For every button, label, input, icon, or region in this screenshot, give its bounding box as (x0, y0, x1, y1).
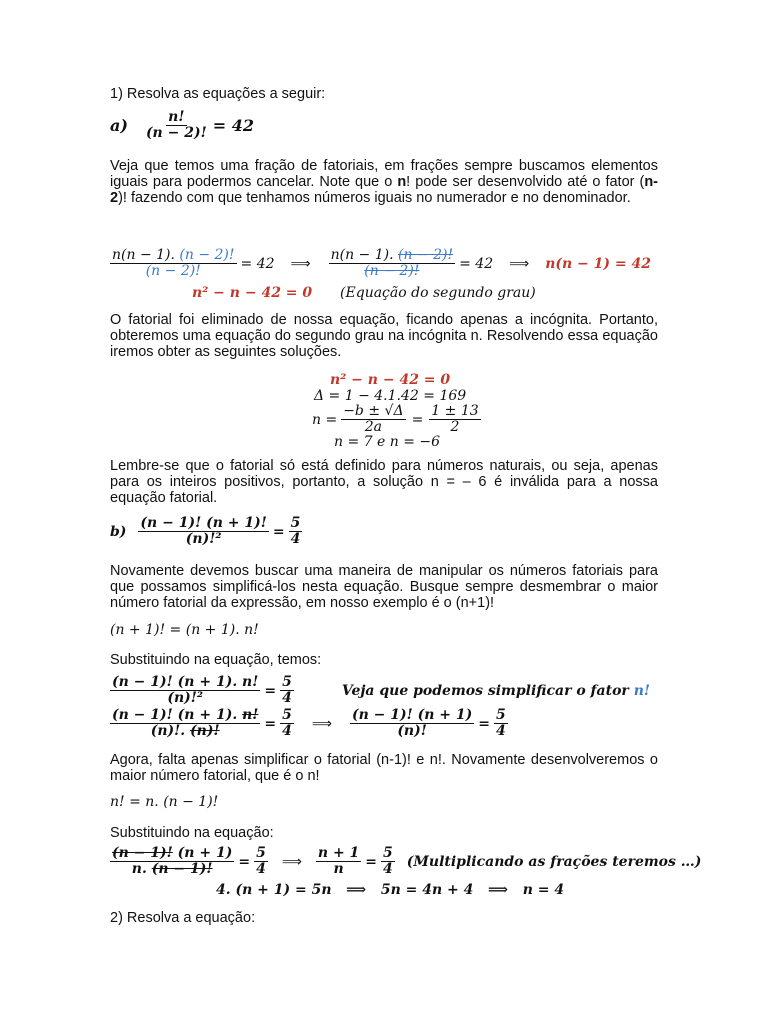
simplified-rhs-denominator: 4 (496, 723, 506, 739)
expansion-fraction-1 (110, 248, 237, 279)
substituted-rhs-numerator-2: 5 (282, 707, 292, 723)
reduced-fraction (316, 846, 361, 877)
expansion-fraction-1-numerator: n(n − 1). (n − 2)! (112, 247, 235, 263)
implies-arrow: ⟹ (509, 255, 530, 271)
expansion-fraction-1-denominator: (n − 2)! (145, 263, 201, 279)
simplified-equals: = (478, 715, 490, 732)
equation-a-denominator: (n − 2)! (145, 125, 207, 141)
simplified-numerator: (n − 1)! (n + 1) (351, 707, 473, 723)
solution-equation: n² − n − 42 = 0 (330, 372, 451, 388)
expansion-n-plus-1: (n + 1)! = (n + 1). n! (110, 622, 259, 638)
simplified-rhs-numerator: 5 (496, 707, 506, 723)
reduced-equals: = (365, 853, 378, 870)
equation-a-numerator: n! (168, 109, 185, 125)
substituted-equals-2: = (264, 715, 277, 732)
solution-delta: Δ = 1 − 4.1.42 = 169 (314, 388, 467, 404)
item-a-label: a) (110, 116, 128, 135)
equals-sign: = (411, 411, 424, 428)
paragraph-1: Veja que temos uma fração de fatoriais, em frações sempre buscamos elementos iguais para podermos cancelar. Note que o n! pode ser desenvolvido até o fator (n-2)! fazendo com que tenhamos números iguais no numerador e no denominador. (110, 158, 658, 206)
substituted-rhs-numerator-1: 5 (282, 674, 292, 690)
numeric-numerator: 1 ± 13 (431, 403, 479, 419)
substituted-equation-1 (110, 675, 650, 706)
expansion-rhs-1: = 42 (240, 255, 275, 272)
equation-a-rhs: = 42 (212, 116, 254, 135)
question-1-title: 1) Resolva as equações a seguir: (110, 86, 326, 102)
final-rhs-denominator: 4 (256, 861, 266, 877)
expansion-n-factorial: n! = n. (n − 1)! (110, 794, 219, 810)
expansion-rhs-2: = 42 (459, 255, 494, 272)
equation-b-rhs-numerator: 5 (290, 515, 301, 531)
final-fraction-equation (110, 846, 701, 877)
item-b-label: b) (110, 523, 127, 540)
expansion-equation (110, 248, 651, 279)
numeric-denominator: 2 (450, 419, 460, 435)
final-numerator: (n − 1)! (n + 1) (112, 845, 233, 861)
final-equals: = (238, 853, 251, 870)
expansion-fraction-2 (329, 248, 456, 279)
paragraph-3: Lembre-se que o fatorial só está definido para números naturais, ou seja, apenas para os inteiros positivos, portanto, a solução n = – 6 é inválida para a nossa equação fatorial. (110, 458, 658, 506)
paragraph-4: Novamente devemos buscar uma maneira de manipular os números fatoriais para que possamos simplificá-los nesta equação. Busque sempre desmembrar o maior número fatorial da expressão, em nosso exemplo é o (n+1)! (110, 563, 658, 611)
equation-b-equals: = (272, 523, 285, 540)
substituted-rhs-1 (280, 675, 294, 706)
substituted-equation-2 (110, 708, 508, 739)
solution-result: n = 7 e n = −6 (334, 434, 441, 450)
substitution-label-2: Substituindo na equação: (110, 825, 274, 841)
final-denominator: n. (n − 1)! (131, 861, 213, 877)
substituted-denominator-2: (n)!. (n)! (150, 723, 220, 739)
multiply-note: (Multiplicando as frações teremos …) (406, 853, 702, 870)
paragraph-5: Agora, falta apenas simplificar o fatorial (n-1)! e n!. Novamente desenvolveremos o maior número fatorial, que é o n! (110, 752, 658, 784)
implies-arrow: ⟹ (281, 853, 302, 869)
substituted-equals-1: = (264, 682, 277, 699)
reduced-denominator: n (333, 861, 344, 877)
substituted-numerator-1: (n − 1)! (n + 1). n! (112, 674, 259, 690)
substituted-denominator-1: (n)!² (167, 690, 204, 706)
simplified-denominator: (n)! (397, 723, 427, 739)
substituted-numerator-2: (n − 1)! (n + 1). n! (112, 707, 259, 723)
equation-a-fraction (144, 110, 209, 141)
substituted-rhs-denominator-1: 4 (282, 690, 292, 706)
substitution-label-1: Substituindo na equação, temos: (110, 652, 322, 668)
paragraph-2: O fatorial foi eliminado de nossa equação, ficando apenas a incógnita. Portanto, obteremos uma equação do segundo grau na incógnita n. Resolvendo essa equação iremos obter as seguintes soluções. (110, 312, 658, 360)
reduced-numerator: n + 1 (317, 845, 360, 861)
final-fraction (110, 846, 234, 877)
final-rhs-numerator: 5 (256, 845, 266, 861)
solution-n: n = (312, 411, 338, 428)
bhaskara-numerator: −b ± √Δ (343, 403, 404, 419)
equation-b-rhs-denominator: 4 (290, 531, 301, 547)
bhaskara-fraction (341, 404, 405, 435)
equation-b-numerator: (n − 1)! (n + 1)! (140, 515, 267, 531)
substituted-rhs-denominator-2: 4 (282, 723, 292, 739)
reduced-rhs (381, 846, 395, 877)
equation-a (110, 110, 254, 141)
implies-arrow: ⟹ (290, 255, 311, 271)
final-rhs (254, 846, 268, 877)
equation-b (110, 516, 302, 547)
quadratic-equation-text: n² − n − 42 = 0 (192, 285, 313, 301)
question-2-title: 2) Resolva a equação: (110, 910, 256, 926)
substituted-fraction-2 (110, 708, 260, 739)
quadratic-equation (192, 284, 536, 301)
substituted-fraction-1 (110, 675, 260, 706)
substituted-rhs-2 (280, 708, 294, 739)
expansion-fraction-2-denominator: (n − 2)! (364, 263, 420, 279)
solution-formula (312, 404, 481, 435)
equation-b-denominator: (n)!² (185, 531, 222, 547)
implies-arrow: ⟹ (311, 715, 332, 731)
bhaskara-denominator: 2a (364, 419, 383, 435)
expansion-fraction-2-numerator: n(n − 1). (n − 2)! (330, 247, 454, 263)
simplify-note: Veja que podemos simplificar o fator n! (341, 682, 651, 699)
equation-b-rhs-fraction (289, 516, 303, 547)
expansion-result: n(n − 1) = 42 (545, 255, 651, 272)
reduced-rhs-numerator: 5 (383, 845, 393, 861)
simplified-fraction (350, 708, 474, 739)
reduced-rhs-denominator: 4 (383, 861, 393, 877)
final-solution: 4. (n + 1) = 5n ⟹ 5n = 4n + 4 ⟹ n = 4 (216, 882, 565, 898)
numeric-fraction (429, 404, 480, 435)
equation-b-fraction (138, 516, 268, 547)
simplified-rhs (494, 708, 508, 739)
quadratic-note: (Equação do segundo grau) (340, 285, 536, 301)
